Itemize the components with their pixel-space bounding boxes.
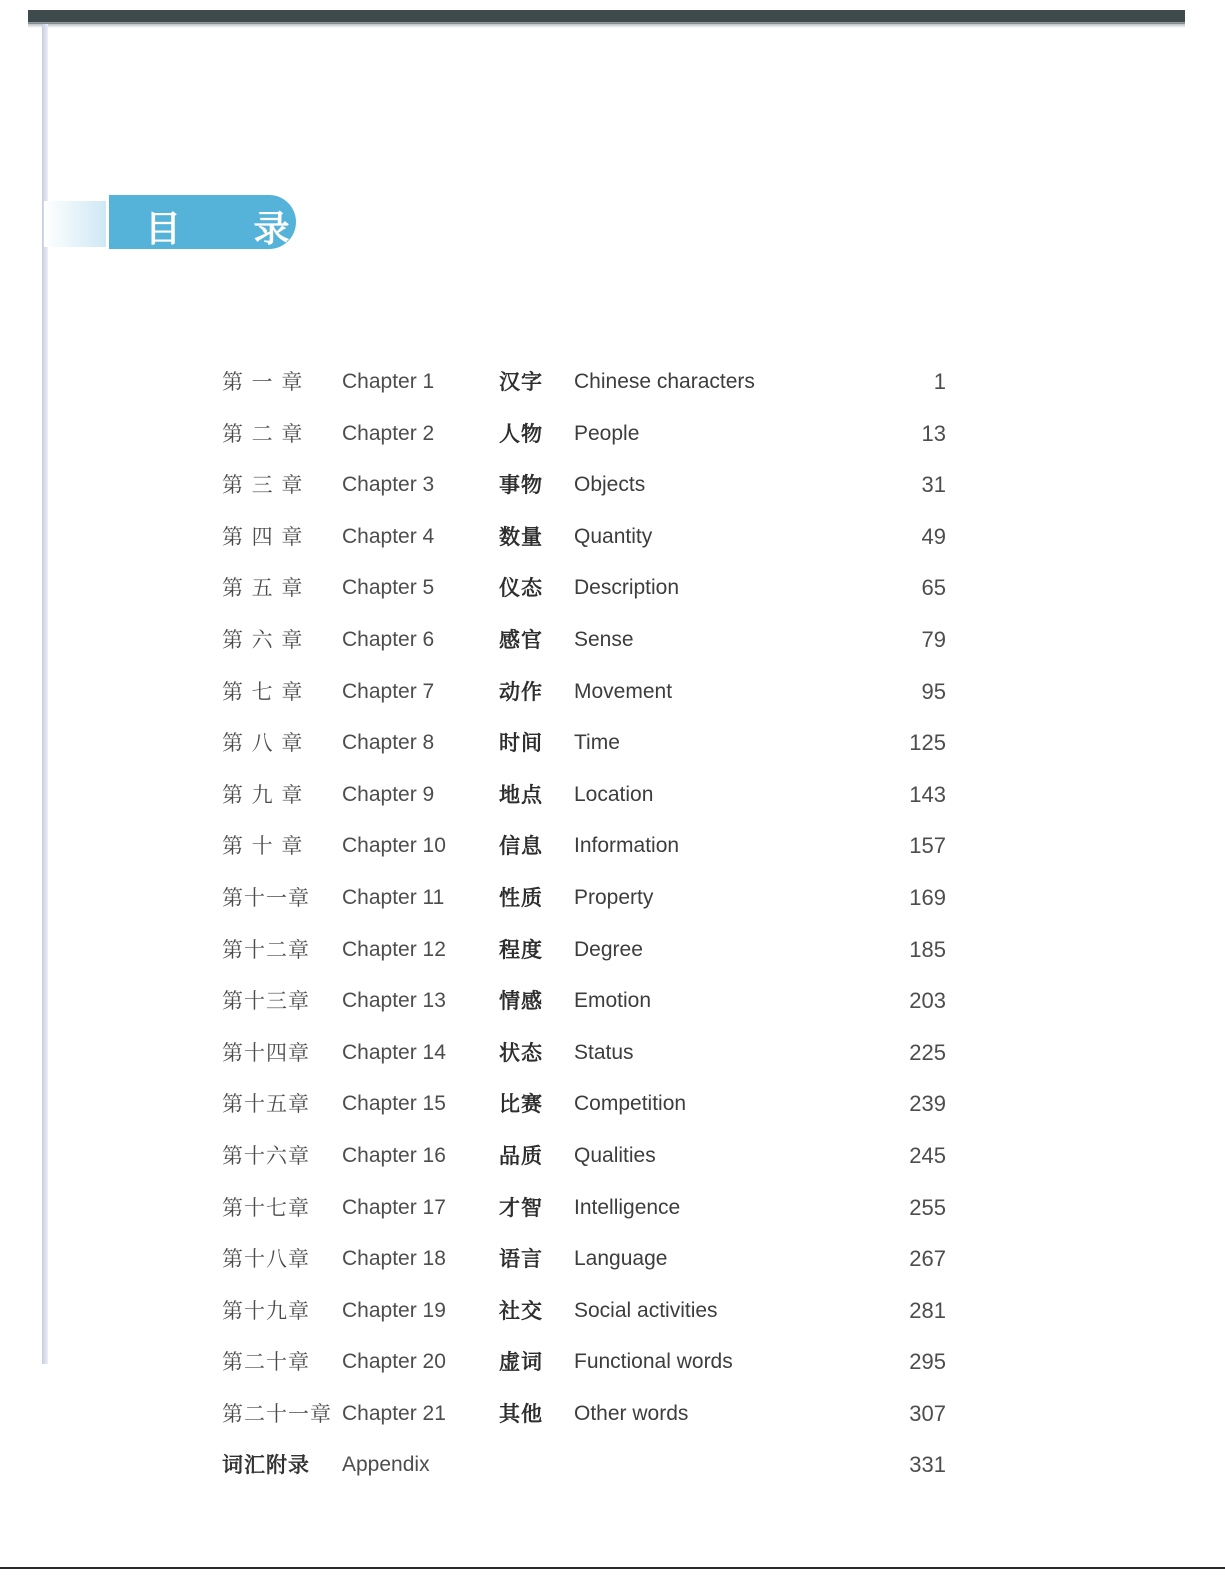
topic-en: Description	[574, 576, 680, 600]
page-number: 169	[909, 884, 946, 910]
chapter-number-cn: 第 六 章	[222, 627, 304, 652]
topic-en: Property	[574, 885, 654, 909]
topic-cn: 感官	[499, 627, 543, 652]
bottom-border-line	[0, 1567, 1225, 1569]
toc-row[interactable]	[220, 672, 960, 724]
chapter-number-en: Chapter 16	[342, 1143, 446, 1167]
chapter-number-cn: 第十六章	[222, 1143, 310, 1168]
topic-cn: 数量	[499, 524, 543, 549]
chapter-number-cn: 第 十 章	[222, 834, 304, 859]
toc-row[interactable]	[220, 620, 960, 672]
topic-cn: 才智	[499, 1195, 543, 1220]
page-number: 295	[909, 1349, 946, 1375]
topic-en: Intelligence	[574, 1195, 681, 1219]
topic-cn: 品质	[499, 1143, 543, 1168]
page-number: 203	[909, 988, 946, 1014]
chapter-number-en: Chapter 18	[342, 1247, 446, 1271]
toc-row[interactable]	[220, 723, 960, 775]
chapter-number-en: Chapter 3	[342, 473, 435, 497]
chapter-number-cn: 第二十章	[222, 1350, 310, 1375]
chapter-number-cn: 第 四 章	[222, 524, 304, 549]
topic-cn: 人物	[499, 421, 543, 446]
chapter-number-cn: 词汇附录	[222, 1453, 310, 1478]
chapter-number-en: Chapter 1	[342, 370, 435, 393]
topic-cn: 程度	[499, 937, 543, 962]
topic-cn: 信息	[499, 834, 543, 859]
page-number: 143	[909, 781, 946, 807]
page-number: 95	[921, 678, 946, 704]
chapter-number-cn: 第 九 章	[222, 782, 304, 807]
page-number: 157	[909, 833, 946, 859]
page-number: 255	[909, 1194, 946, 1220]
topic-en: Movement	[574, 679, 673, 703]
chapter-number-cn: 第 七 章	[222, 679, 304, 704]
topic-cn: 虚词	[499, 1350, 543, 1375]
chapter-number-en: Chapter 15	[342, 1092, 446, 1116]
toc-row[interactable]	[220, 568, 960, 620]
chapter-number-en: Chapter 11	[342, 885, 445, 909]
topic-en: Sense	[574, 627, 634, 651]
topic-en: Social activities	[574, 1298, 718, 1322]
chapter-number-cn: 第十一章	[222, 885, 310, 910]
toc-row[interactable]	[220, 981, 960, 1033]
chapter-number-cn: 第十五章	[222, 1092, 310, 1117]
topic-en: Location	[574, 782, 654, 806]
topic-cn: 情感	[499, 989, 543, 1014]
topic-en: Status	[574, 1040, 634, 1064]
toc-row[interactable]	[220, 1239, 960, 1291]
chapter-number-cn: 第十八章	[222, 1247, 310, 1272]
topic-en: Quantity	[574, 524, 653, 548]
topic-en: Functional words	[574, 1350, 733, 1374]
topic-cn: 其他	[499, 1401, 543, 1426]
chapter-number-en: Chapter 4	[342, 524, 435, 548]
chapter-number-en: Chapter 6	[342, 627, 435, 651]
page-number: 281	[909, 1297, 946, 1323]
page-number: 185	[909, 936, 946, 962]
page-number: 307	[909, 1400, 946, 1426]
chapter-number-en: Chapter 19	[342, 1298, 446, 1322]
chapter-number-en: Chapter 9	[342, 782, 435, 806]
topic-en: Objects	[574, 473, 646, 497]
page-number: 331	[909, 1452, 946, 1478]
chapter-number-cn: 第二十一章	[222, 1401, 332, 1426]
page-number: 49	[921, 523, 946, 549]
topic-en: Time	[574, 731, 620, 755]
chapter-number-cn: 第 二 章	[222, 421, 304, 446]
chapter-number-en: Chapter 20	[342, 1350, 446, 1374]
page-number: 245	[909, 1142, 946, 1168]
page-number: 1	[933, 369, 946, 394]
toc-row[interactable]	[220, 1342, 960, 1394]
toc-row[interactable]	[220, 930, 960, 982]
toc-appendix-row[interactable]	[220, 1445, 960, 1497]
topic-cn: 地点	[499, 782, 543, 807]
chapter-number-cn: 第十七章	[222, 1195, 310, 1220]
page-title: 目 录	[145, 209, 320, 250]
top-border-shadow	[28, 22, 1185, 28]
chapter-number-cn: 第 一 章	[222, 370, 304, 394]
chapter-number-cn: 第 三 章	[222, 473, 304, 498]
title-banner	[44, 195, 320, 250]
topic-cn: 事物	[499, 473, 543, 498]
page-number: 267	[909, 1246, 946, 1272]
chapter-number-en: Chapter 13	[342, 989, 446, 1013]
topic-en: Chinese characters	[574, 370, 755, 393]
topic-cn: 社交	[499, 1298, 543, 1323]
chapter-number-cn: 第 八 章	[222, 731, 304, 756]
title-banner-fade	[44, 201, 106, 247]
topic-cn: 动作	[499, 679, 543, 704]
toc-row[interactable]	[220, 465, 960, 517]
topic-cn: 比赛	[499, 1092, 543, 1117]
page-number: 65	[921, 575, 946, 601]
chapter-number-en: Chapter 10	[342, 834, 446, 858]
chapter-number-en: Chapter 21	[342, 1401, 446, 1425]
toc-row[interactable]	[220, 1188, 960, 1240]
chapter-number-en: Chapter 8	[342, 731, 435, 755]
chapter-number-cn: 第十四章	[222, 1040, 310, 1065]
chapter-number-en: Chapter 14	[342, 1040, 446, 1064]
page-number: 239	[909, 1091, 946, 1117]
toc-row[interactable]	[220, 1084, 960, 1136]
toc-row[interactable]	[220, 775, 960, 827]
toc-row[interactable]	[220, 1033, 960, 1085]
toc-row[interactable]	[220, 1136, 960, 1188]
table-of-contents	[220, 362, 960, 1497]
chapter-number-en: Chapter 12	[342, 937, 446, 961]
page-number: 225	[909, 1039, 946, 1065]
topic-cn: 时间	[499, 731, 543, 756]
toc-row[interactable]	[220, 878, 960, 930]
page-number: 125	[909, 730, 946, 756]
topic-en: Information	[574, 834, 680, 858]
toc-row[interactable]	[220, 414, 960, 466]
chapter-number-cn: 第 五 章	[222, 576, 304, 601]
page-number: 13	[921, 420, 946, 446]
topic-en: Emotion	[574, 989, 652, 1013]
topic-en: Degree	[574, 937, 643, 961]
toc-row[interactable]	[220, 826, 960, 878]
chapter-number-cn: 第十九章	[222, 1298, 310, 1323]
toc-row[interactable]	[220, 517, 960, 569]
page-number: 79	[921, 626, 946, 652]
page-number: 31	[921, 472, 946, 498]
chapter-number-en: Appendix	[342, 1453, 430, 1477]
title-banner-pill	[109, 195, 320, 250]
topic-cn: 汉字	[499, 370, 543, 394]
chapter-number-en: Chapter 7	[342, 679, 435, 703]
topic-cn: 仪态	[499, 576, 543, 601]
chapter-number-cn: 第十三章	[222, 989, 310, 1014]
topic-en: Qualities	[574, 1143, 656, 1167]
toc-row[interactable]	[220, 1394, 960, 1446]
toc-row[interactable]	[220, 1291, 960, 1343]
topic-cn: 语言	[499, 1247, 543, 1272]
chapter-number-en: Chapter 5	[342, 576, 435, 600]
topic-cn: 状态	[499, 1040, 543, 1065]
topic-cn: 性质	[499, 885, 543, 910]
topic-en: Competition	[574, 1092, 687, 1116]
toc-row[interactable]	[220, 362, 960, 414]
chapter-number-cn: 第十二章	[222, 937, 310, 962]
topic-en: People	[574, 421, 640, 445]
chapter-number-en: Chapter 2	[342, 421, 435, 445]
topic-en: Language	[574, 1247, 668, 1271]
topic-en: Other words	[574, 1401, 689, 1425]
chapter-number-en: Chapter 17	[342, 1195, 446, 1219]
